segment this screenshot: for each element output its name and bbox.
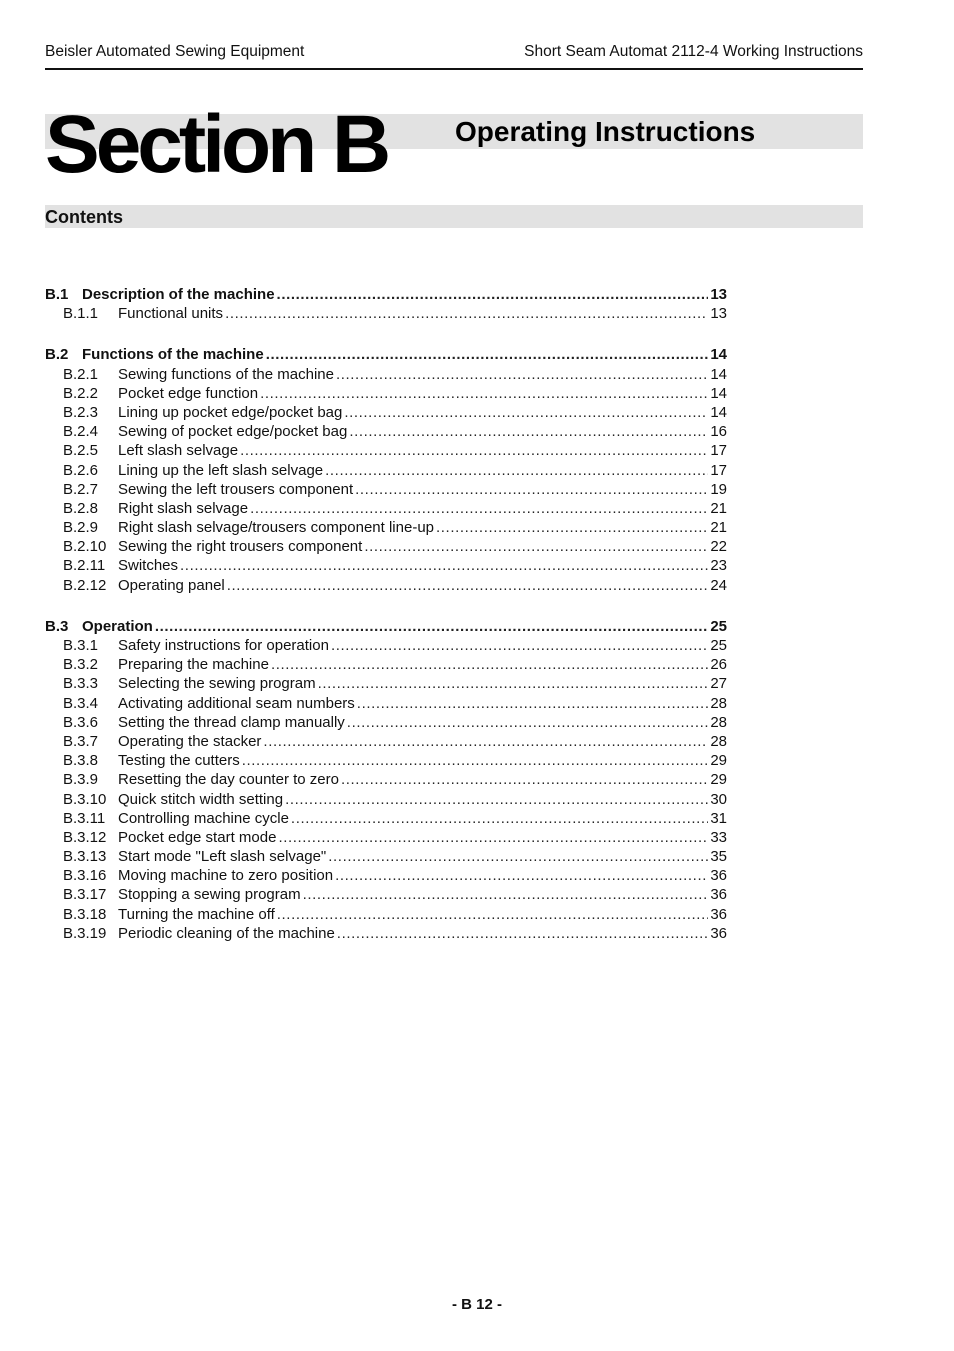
toc-entry-page: 27 bbox=[710, 675, 727, 693]
toc-leader-dots bbox=[331, 636, 708, 655]
toc-leader-dots bbox=[325, 461, 708, 480]
toc-subsection-entry[interactable] bbox=[45, 732, 727, 751]
toc-entry-number: B.3.10 bbox=[63, 790, 107, 808]
toc-entry-title: Sewing the left trousers component bbox=[118, 480, 354, 498]
toc-subsection-entry[interactable] bbox=[45, 384, 727, 403]
toc-entry-number: B.3.18 bbox=[63, 905, 107, 923]
toc-entry-title: Operation bbox=[82, 617, 153, 635]
toc-entry-page: 22 bbox=[710, 538, 727, 556]
toc-subsection-entry[interactable] bbox=[45, 809, 727, 828]
toc-entry-number: B.3.11 bbox=[63, 809, 106, 827]
toc-subsection-entry[interactable] bbox=[45, 751, 727, 770]
toc-entry-page: 24 bbox=[710, 576, 727, 594]
toc-leader-dots bbox=[242, 751, 709, 770]
toc-subsection-entry[interactable] bbox=[45, 636, 727, 655]
toc-entry-number: B.2 bbox=[45, 346, 69, 364]
toc-entry-title: Right slash selvage/trousers component line-up bbox=[118, 519, 435, 537]
toc-section-entry[interactable] bbox=[45, 285, 727, 304]
section-title: Section B bbox=[45, 99, 388, 190]
toc-leader-dots bbox=[364, 537, 708, 556]
toc-entry-page: 17 bbox=[710, 442, 727, 460]
header-document-title: Short Seam Automat 2112-4 Working Instructions bbox=[524, 43, 863, 60]
toc-entry-number: B.3.7 bbox=[63, 732, 99, 750]
toc-subsection-entry[interactable] bbox=[45, 674, 727, 693]
toc-entry-number: B.2.7 bbox=[63, 480, 99, 498]
toc-entry-page: 23 bbox=[710, 557, 727, 575]
toc-leader-dots bbox=[277, 905, 709, 924]
toc-entry-title: Left slash selvage bbox=[118, 442, 239, 460]
toc-entry-title: Sewing functions of the machine bbox=[118, 365, 334, 383]
toc-entry-page: 36 bbox=[710, 905, 727, 923]
toc-leader-dots bbox=[341, 770, 708, 789]
toc-leader-dots bbox=[227, 576, 709, 595]
toc-group bbox=[45, 285, 727, 323]
toc-entry-page: 28 bbox=[710, 713, 727, 731]
toc-entry-title: Lining up pocket edge/pocket bag bbox=[118, 403, 343, 421]
toc-entry-page: 36 bbox=[710, 924, 727, 942]
page-number: - B 12 - bbox=[451, 1296, 502, 1313]
toc-entry-page: 29 bbox=[710, 752, 727, 770]
toc-subsection-entry[interactable] bbox=[45, 576, 727, 595]
toc-entry-title: Quick stitch width setting bbox=[118, 790, 284, 808]
toc-entry-page: 21 bbox=[710, 519, 727, 537]
toc-leader-dots bbox=[180, 556, 708, 575]
toc-leader-dots bbox=[291, 809, 708, 828]
toc-entry-page: 28 bbox=[710, 732, 727, 750]
toc-entry-title: Testing the cutters bbox=[118, 752, 240, 770]
toc-entry-number: B.2.12 bbox=[63, 576, 107, 594]
toc-entry-page: 19 bbox=[710, 480, 727, 498]
toc-entry-title: Switches bbox=[118, 557, 179, 575]
toc-entry-number: B.1 bbox=[45, 286, 69, 303]
toc-entry-number: B.3.1 bbox=[63, 637, 99, 654]
toc-entry-number: B.1.1 bbox=[63, 305, 99, 323]
toc-subsection-entry[interactable] bbox=[45, 304, 727, 323]
toc-subsection-entry[interactable] bbox=[45, 885, 727, 904]
toc-entry-title: Stopping a sewing program bbox=[118, 886, 301, 904]
toc-subsection-entry[interactable] bbox=[45, 537, 727, 556]
toc-leader-dots bbox=[355, 480, 708, 499]
toc-subsection-entry[interactable] bbox=[45, 518, 727, 537]
toc-entry-page: 13 bbox=[710, 305, 727, 323]
toc-entry-page: 36 bbox=[710, 867, 727, 885]
toc-entry-number: B.3.3 bbox=[63, 675, 99, 693]
toc-subsection-entry[interactable] bbox=[45, 694, 727, 713]
toc-leader-dots bbox=[260, 384, 708, 403]
toc-entry-page: 14 bbox=[710, 403, 727, 421]
toc-entry-page: 14 bbox=[710, 384, 727, 402]
toc-subsection-entry[interactable] bbox=[45, 422, 727, 441]
toc-subsection-entry[interactable] bbox=[45, 499, 727, 518]
toc-subsection-entry[interactable] bbox=[45, 905, 727, 924]
toc-entry-number: B.2.11 bbox=[63, 557, 106, 575]
toc-subsection-entry[interactable] bbox=[45, 924, 727, 943]
toc-entry-title: Periodic cleaning of the machine bbox=[118, 924, 335, 942]
toc-entry-title: Selecting the sewing program bbox=[118, 675, 316, 693]
toc-subsection-entry[interactable] bbox=[45, 828, 727, 847]
toc-subsection-entry[interactable] bbox=[45, 790, 727, 809]
toc-subsection-entry[interactable] bbox=[45, 847, 727, 866]
toc-entry-title: Turning the machine off bbox=[118, 905, 275, 923]
toc-entry-title: Description of the machine bbox=[82, 286, 275, 303]
toc-entry-title: Pocket edge start mode bbox=[118, 828, 277, 846]
toc-entry-page: 30 bbox=[710, 790, 727, 808]
toc-leader-dots bbox=[271, 655, 708, 674]
toc-leader-dots bbox=[347, 713, 709, 732]
toc-entry-title: Pocket edge function bbox=[118, 384, 259, 402]
page-header bbox=[45, 43, 863, 70]
toc-entry-title: Functional units bbox=[118, 305, 224, 323]
toc-entry-title: Controlling machine cycle bbox=[118, 809, 289, 827]
toc-leader-dots bbox=[240, 441, 708, 460]
toc-leader-dots bbox=[277, 285, 709, 304]
toc-subsection-entry[interactable] bbox=[45, 713, 727, 732]
toc-entry-title: Moving machine to zero position bbox=[118, 867, 334, 885]
toc-leader-dots bbox=[155, 617, 708, 636]
toc-entry-title: Resetting the day counter to zero bbox=[118, 771, 339, 789]
toc-entry-page: 14 bbox=[710, 346, 727, 364]
toc-entry-page: 31 bbox=[710, 809, 727, 827]
toc-entry-title: Operating the stacker bbox=[118, 732, 262, 750]
toc-leader-dots bbox=[303, 885, 709, 904]
header-company: Beisler Automated Sewing Equipment bbox=[45, 43, 305, 60]
toc-entry-title: Setting the thread clamp manually bbox=[118, 713, 345, 731]
toc-entry-title: Functions of the machine bbox=[82, 346, 264, 364]
toc-leader-dots bbox=[357, 694, 709, 713]
toc-entry-title: Operating panel bbox=[118, 576, 225, 594]
toc-entry-number: B.3.16 bbox=[63, 867, 107, 885]
toc-leader-dots bbox=[318, 674, 709, 693]
toc-entry-page: 36 bbox=[710, 886, 727, 904]
toc-leader-dots bbox=[349, 422, 708, 441]
toc-entry-title: Sewing of pocket edge/pocket bag bbox=[118, 423, 348, 441]
toc-group bbox=[45, 617, 727, 943]
toc-leader-dots bbox=[344, 403, 708, 422]
toc-entry-page: 21 bbox=[710, 499, 727, 517]
toc-subsection-entry[interactable] bbox=[45, 365, 727, 384]
toc-entry-page: 16 bbox=[710, 423, 727, 441]
toc-subsection-entry[interactable] bbox=[45, 441, 727, 460]
toc-entry-page: 26 bbox=[710, 656, 727, 674]
toc-entry-number: B.2.3 bbox=[63, 403, 99, 421]
toc-subsection-entry[interactable] bbox=[45, 480, 727, 499]
toc-entry-number: B.3.4 bbox=[63, 694, 99, 712]
toc-section-entry[interactable] bbox=[45, 345, 727, 364]
toc-leader-dots bbox=[250, 499, 708, 518]
toc-subsection-entry[interactable] bbox=[45, 461, 727, 480]
toc-entry-number: B.2.9 bbox=[63, 519, 99, 537]
toc-leader-dots bbox=[263, 732, 708, 751]
toc-leader-dots bbox=[436, 518, 708, 537]
toc-entry-number: B.3.13 bbox=[63, 848, 107, 866]
toc-entry-number: B.3.12 bbox=[63, 828, 107, 846]
toc-entry-title: Right slash selvage bbox=[118, 499, 249, 517]
toc-leader-dots bbox=[266, 345, 709, 364]
toc-entry-page: 28 bbox=[710, 694, 727, 712]
toc-leader-dots bbox=[337, 924, 709, 943]
toc-leader-dots bbox=[335, 866, 708, 885]
contents-heading: Contents bbox=[45, 207, 123, 227]
toc-entry-title: Safety instructions for operation bbox=[118, 637, 329, 654]
toc-entry-page: 14 bbox=[710, 365, 727, 383]
toc-entry-number: B.3.19 bbox=[63, 924, 107, 942]
toc-entry-title: Lining up the left slash selvage bbox=[118, 461, 324, 479]
toc-entry-number: B.3.2 bbox=[63, 656, 99, 674]
toc-entry-number: B.3.9 bbox=[63, 771, 99, 789]
toc-entry-number: B.2.1 bbox=[63, 365, 99, 383]
toc-leader-dots bbox=[225, 304, 708, 323]
toc-entry-page: 25 bbox=[710, 617, 727, 635]
toc-entry-page: 25 bbox=[710, 637, 727, 654]
table-of-contents bbox=[45, 285, 727, 965]
toc-subsection-entry[interactable] bbox=[45, 403, 727, 422]
toc-leader-dots bbox=[278, 828, 708, 847]
toc-entry-page: 13 bbox=[710, 286, 727, 303]
toc-subsection-entry[interactable] bbox=[45, 770, 727, 789]
toc-entry-title: Activating additional seam numbers bbox=[118, 694, 355, 712]
toc-entry-number: B.2.8 bbox=[63, 499, 99, 517]
toc-leader-dots bbox=[285, 790, 708, 809]
toc-entry-page: 33 bbox=[710, 828, 727, 846]
toc-entry-number: B.3.6 bbox=[63, 713, 99, 731]
toc-entry-number: B.3 bbox=[45, 617, 69, 635]
contents-band bbox=[45, 205, 863, 228]
toc-entry-title: Preparing the machine bbox=[118, 656, 269, 674]
toc-leader-dots bbox=[328, 847, 708, 866]
toc-group bbox=[45, 345, 727, 594]
toc-entry-number: B.3.17 bbox=[63, 886, 107, 904]
toc-entry-number: B.2.10 bbox=[63, 538, 107, 556]
toc-leader-dots bbox=[336, 365, 708, 384]
toc-section-entry[interactable] bbox=[45, 617, 727, 636]
toc-subsection-entry[interactable] bbox=[45, 655, 727, 674]
toc-entry-title: Sewing the right trousers component bbox=[118, 538, 363, 556]
toc-entry-number: B.3.8 bbox=[63, 752, 99, 770]
toc-entry-title: Start mode "Left slash selvage" bbox=[118, 848, 327, 866]
toc-subsection-entry[interactable] bbox=[45, 556, 727, 575]
toc-subsection-entry[interactable] bbox=[45, 866, 727, 885]
section-subtitle: Operating Instructions bbox=[455, 116, 756, 147]
toc-entry-page: 17 bbox=[710, 461, 727, 479]
toc-entry-number: B.2.2 bbox=[63, 384, 99, 402]
toc-entry-page: 35 bbox=[710, 848, 727, 866]
toc-entry-number: B.2.4 bbox=[63, 423, 99, 441]
toc-entry-number: B.2.6 bbox=[63, 461, 99, 479]
toc-entry-page: 29 bbox=[710, 771, 727, 789]
toc-entry-number: B.2.5 bbox=[63, 442, 99, 460]
